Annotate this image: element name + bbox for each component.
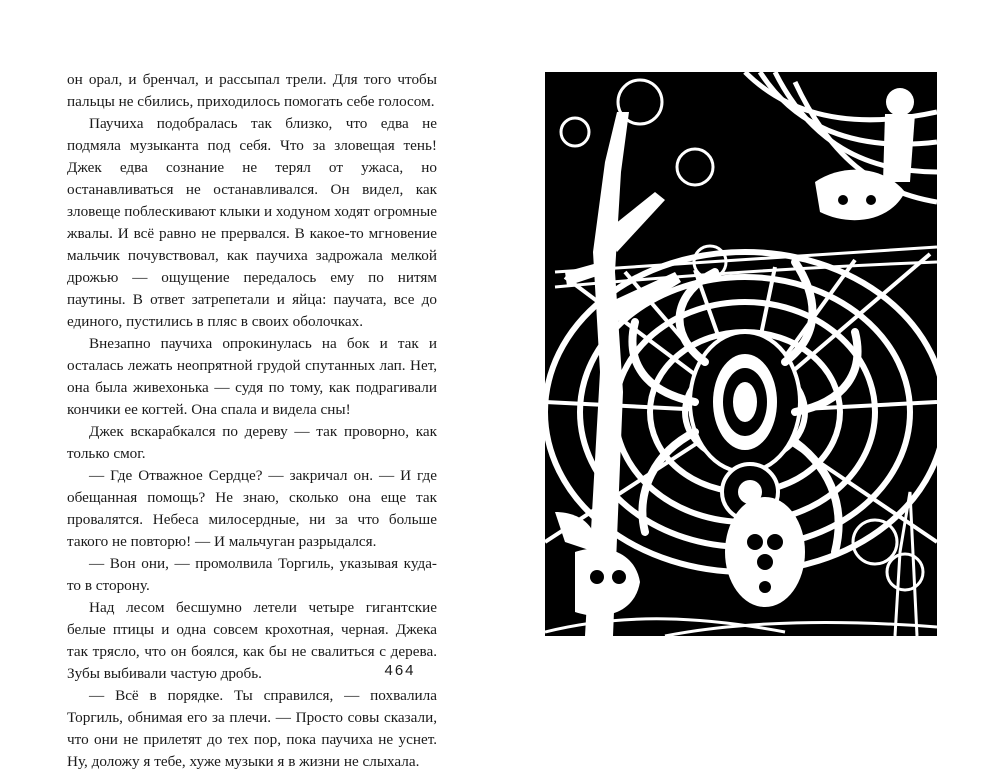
page-number: 464	[384, 662, 416, 679]
paragraph: Внезапно паучиха опрокинулась на бок и так и осталась лежать неопрятной грудой спутанных лап. Нет, она была живехонька — судя по тому, как подрагивали кончики ее когтей. Она спала и видела сны!	[67, 335, 437, 418]
paragraph: — Вон они, — промолвила Торгиль, указывая куда-то в сторону.	[67, 555, 437, 594]
spider-web-woodcut	[545, 72, 937, 636]
paragraph: — Всё в порядке. Ты справился, — похвалила Торгиль, обнимая его за плечи. — Просто совы сказали, что они не прилетят до тех пор, пока паучиха не уснет. Ну, доложу я тебе, хуже музыки я в жизни не слыхала.	[67, 687, 437, 770]
paragraph: Над лесом бесшумно летели четыре гигантские белые птицы и одна совсем крохотная, черная. Джека так трясло, что он боялся, как бы не свалиться с дерева. Зубы выбивали частую дробь.	[67, 599, 437, 682]
woodcut-illustration	[545, 72, 937, 636]
paragraph: Паучиха подобралась так близко, что едва не подмяла музыканта под себя. Что за зловещая тень! Джек едва сознание не терял от ужаса, но останавливаться не останавливался. Он видел, как зловеще поблескивают клыки и ходуном ходят огромные жвалы. И всё равно не прервался. В какое-то мгновение мальчик почувствовал, как паучиха задрожала мелкой дрожью — ощущение передалось ему по нитям паутины. В ответ затрепетали и яйца: паучата, все до единого, пустились в пляс в своих оболочках.	[67, 115, 437, 330]
paragraph: — Где Отважное Сердце? — закричал он. — И где обещанная помощь? Не знаю, сколько она еще так провалятся. Небеса милосердные, ни за что больше такого не повторю! — И мальчуган разрыдался.	[67, 467, 437, 550]
paragraph: он орал, и бренчал, и рассыпал трели. Для того чтобы пальцы не сбились, приходилось помогать себе голосом.	[67, 71, 437, 110]
paragraph: Джек вскарабкался по дереву — так проворно, как только смог.	[67, 423, 437, 462]
